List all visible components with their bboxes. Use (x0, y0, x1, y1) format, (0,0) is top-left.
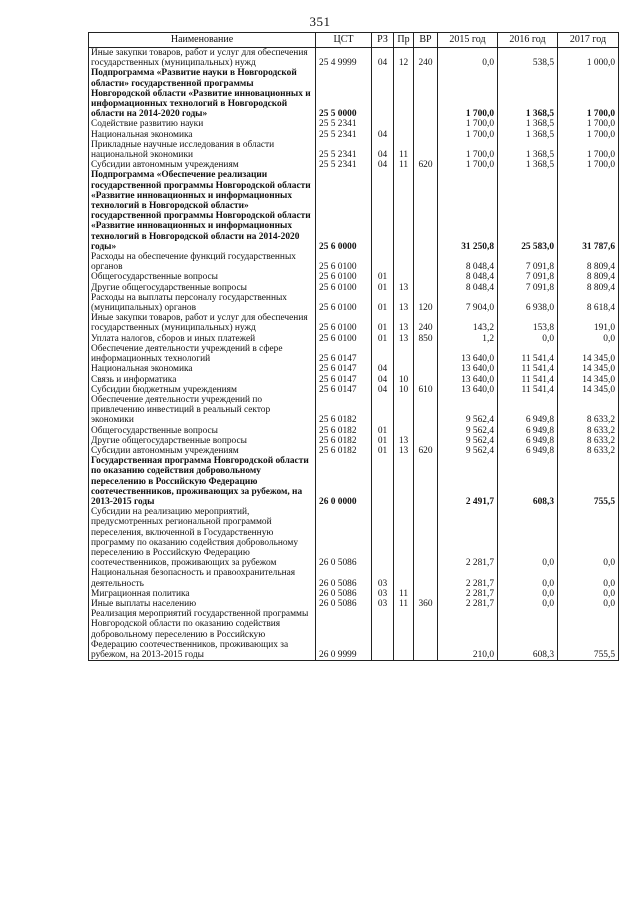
table-cell-2016: 1 368,5 (498, 140, 558, 160)
table-cell-2017: 8 633,2 (558, 426, 619, 436)
table-cell-vr (414, 272, 438, 282)
table-cell-2015: 1 700,0 (438, 130, 498, 140)
table-cell-pr (394, 272, 414, 282)
table-cell-pr: 12 (394, 48, 414, 69)
table-cell-pr: 11 (394, 599, 414, 609)
table-cell-rz: 01 (372, 436, 394, 446)
table-row (89, 313, 619, 333)
table-row (89, 436, 619, 446)
table-cell-rz: 03 (372, 599, 394, 609)
table-row (89, 599, 619, 609)
header-pr: Пр (394, 33, 414, 48)
table-cell-2016: 6 949,8 (498, 446, 558, 456)
table-row (89, 344, 619, 364)
table-cell-2016: 0,0 (498, 589, 558, 599)
table-cell-cst: 26 0 5086 (316, 589, 372, 599)
table-row (89, 589, 619, 599)
table-cell-2017: 8 633,2 (558, 436, 619, 446)
table-cell-pr: 11 (394, 160, 414, 170)
budget-table (88, 32, 619, 661)
table-cell-2016: 0,0 (498, 599, 558, 609)
table-cell-vr: 240 (414, 313, 438, 333)
table-cell-name: Субсидии на реализацию мероприятий, предусмотренных региональной программой переселения, включенной в Государственную программу по оказанию содействия добровольному переселению в Российскую Федерацию соотечественников, проживающих за рубежом (89, 507, 316, 568)
table-row (89, 507, 619, 568)
table-cell-2015: 9 562,4 (438, 436, 498, 446)
table-row (89, 609, 619, 661)
table-cell-rz: 01 (372, 313, 394, 333)
table-cell-rz: 04 (372, 140, 394, 160)
table-row (89, 385, 619, 395)
table-row (89, 364, 619, 374)
table-cell-pr (394, 130, 414, 140)
table-cell-cst: 25 6 0182 (316, 426, 372, 436)
table-row (89, 119, 619, 129)
table-cell-pr (394, 395, 414, 426)
table-cell-name: Связь и информатика (89, 375, 316, 385)
table-cell-rz: 04 (372, 130, 394, 140)
table-cell-2017: 1 000,0 (558, 48, 619, 69)
table-cell-2017: 755,5 (558, 456, 619, 507)
table-cell-vr (414, 568, 438, 588)
table-cell-rz: 01 (372, 426, 394, 436)
table-cell-name: Общегосударственные вопросы (89, 426, 316, 436)
table-cell-name: Расходы на выплаты персоналу государственных (муниципальных) органов (89, 293, 316, 313)
table-cell-2016: 6 949,8 (498, 436, 558, 446)
table-cell-pr: 13 (394, 283, 414, 293)
table-cell-2017: 1 700,0 (558, 130, 619, 140)
table-cell-name: Иные выплаты населению (89, 599, 316, 609)
table-cell-rz: 04 (372, 385, 394, 395)
table-cell-cst: 25 6 0100 (316, 313, 372, 333)
table-cell-2016: 1 368,5 (498, 130, 558, 140)
table-cell-cst: 25 4 9999 (316, 48, 372, 69)
table-cell-pr (394, 252, 414, 272)
table-cell-2015: 8 048,4 (438, 283, 498, 293)
table-cell-2016: 0,0 (498, 568, 558, 588)
table-cell-vr (414, 344, 438, 364)
table-cell-rz (372, 68, 394, 119)
table-row (89, 426, 619, 436)
table-cell-2017: 1 700,0 (558, 119, 619, 129)
table-cell-2017: 1 700,0 (558, 68, 619, 119)
table-cell-vr (414, 119, 438, 129)
table-row (89, 395, 619, 426)
table-header-row (89, 33, 619, 48)
table-cell-pr (394, 568, 414, 588)
table-cell-vr (414, 364, 438, 374)
table-cell-cst: 25 5 0000 (316, 68, 372, 119)
table-cell-vr: 620 (414, 446, 438, 456)
table-cell-name: Подпрограмма «Обеспечение реализации государственной программы Новгородской области «Развитие инновационных и информационных технологий в Новгородской области» государственной программы Новгородской области «Развитие инновационных и информационных технологий в Новгородской области на 2014-2020 годы» (89, 170, 316, 252)
table-cell-pr: 10 (394, 375, 414, 385)
table-cell-pr: 13 (394, 446, 414, 456)
table-cell-rz (372, 252, 394, 272)
table-cell-name: Национальная экономика (89, 130, 316, 140)
table-cell-2016: 25 583,0 (498, 170, 558, 252)
table-cell-name: Прикладные научные исследования в области национальной экономики (89, 140, 316, 160)
table-cell-cst: 25 6 0100 (316, 283, 372, 293)
table-row (89, 68, 619, 119)
table-cell-cst: 26 0 5086 (316, 599, 372, 609)
table-cell-vr (414, 436, 438, 446)
table-cell-vr (414, 507, 438, 568)
table-cell-name: Обеспечение деятельности учреждений в сфере информационных технологий (89, 344, 316, 364)
table-cell-pr: 11 (394, 140, 414, 160)
table-cell-2016: 11 541,4 (498, 375, 558, 385)
table-cell-pr (394, 119, 414, 129)
table-cell-rz: 04 (372, 48, 394, 69)
table-cell-cst: 25 6 0182 (316, 395, 372, 426)
table-cell-2015: 9 562,4 (438, 395, 498, 426)
table-cell-rz (372, 344, 394, 364)
table-cell-2016: 0,0 (498, 334, 558, 344)
table-cell-2016: 11 541,4 (498, 364, 558, 374)
table-cell-2016: 11 541,4 (498, 344, 558, 364)
table-row (89, 272, 619, 282)
table-cell-2016: 153,8 (498, 313, 558, 333)
table-cell-rz: 04 (372, 375, 394, 385)
table-cell-cst: 25 5 2341 (316, 119, 372, 129)
table-cell-2017: 0,0 (558, 334, 619, 344)
table-cell-2016: 608,3 (498, 456, 558, 507)
table-cell-2015: 2 281,7 (438, 568, 498, 588)
table-cell-2015: 1 700,0 (438, 68, 498, 119)
table-cell-name: Государственная программа Новгородской области по оказанию содействия добровольному переселению в Российскую Федерацию соотечественников, проживающих за рубежом, на 2013-2015 годы (89, 456, 316, 507)
table-cell-vr: 610 (414, 385, 438, 395)
table-row (89, 48, 619, 69)
table-cell-name: Общегосударственные вопросы (89, 272, 316, 282)
page-number: 351 (309, 14, 331, 29)
table-cell-2015: 8 048,4 (438, 252, 498, 272)
table-cell-pr: 10 (394, 385, 414, 395)
table-cell-vr: 120 (414, 293, 438, 313)
table-row (89, 456, 619, 507)
table-cell-2015: 2 281,7 (438, 599, 498, 609)
table-cell-vr: 850 (414, 334, 438, 344)
table-cell-vr (414, 395, 438, 426)
table-cell-2016: 0,0 (498, 507, 558, 568)
table-cell-name: Подпрограмма «Развитие науки в Новгородской области» государственной программы Новгородской области «Развитие инновационных и информационных технологий в Новгородской области на 2014-2020 годы» (89, 68, 316, 119)
table-cell-2015: 9 562,4 (438, 426, 498, 436)
table-cell-pr (394, 456, 414, 507)
table-cell-2017: 8 618,4 (558, 293, 619, 313)
table-cell-2017: 8 809,4 (558, 272, 619, 282)
table-cell-2017: 1 700,0 (558, 140, 619, 160)
table-cell-name: Миграционная политика (89, 589, 316, 599)
table-cell-name: Другие общегосударственные вопросы (89, 436, 316, 446)
table-cell-vr (414, 589, 438, 599)
table-row (89, 293, 619, 313)
table-cell-2017: 755,5 (558, 609, 619, 661)
table-cell-2017: 0,0 (558, 568, 619, 588)
table-cell-vr (414, 140, 438, 160)
table-cell-2015: 2 491,7 (438, 456, 498, 507)
table-cell-2017: 8 633,2 (558, 395, 619, 426)
table-cell-2017: 0,0 (558, 507, 619, 568)
table-cell-vr (414, 252, 438, 272)
header-name: Наименование (89, 33, 316, 48)
table-cell-name: Иные закупки товаров, работ и услуг для обеспечения государственных (муниципальных) нужд (89, 48, 316, 69)
table-cell-2016: 538,5 (498, 48, 558, 69)
table-row (89, 130, 619, 140)
table-cell-name: Иные закупки товаров, работ и услуг для обеспечения государственных (муниципальных) нужд (89, 313, 316, 333)
table-cell-rz (372, 395, 394, 426)
table-cell-vr (414, 426, 438, 436)
table-cell-cst: 25 6 0182 (316, 436, 372, 446)
table-cell-2016: 7 091,8 (498, 272, 558, 282)
table-cell-2016: 1 368,5 (498, 68, 558, 119)
header-year-2017: 2017 год (558, 33, 619, 48)
table-cell-rz (372, 170, 394, 252)
table-cell-2015: 8 048,4 (438, 272, 498, 282)
table-cell-name: Субсидии автономным учреждениям (89, 160, 316, 170)
table-cell-2015: 2 281,7 (438, 589, 498, 599)
table-cell-2017: 0,0 (558, 589, 619, 599)
table-cell-vr: 240 (414, 48, 438, 69)
table-cell-2015: 13 640,0 (438, 344, 498, 364)
table-cell-cst: 25 6 0100 (316, 272, 372, 282)
table-cell-name: Субсидии бюджетным учреждениям (89, 385, 316, 395)
header-year-2016: 2016 год (498, 33, 558, 48)
table-cell-pr (394, 68, 414, 119)
table-cell-pr: 13 (394, 334, 414, 344)
table-cell-cst: 25 5 2341 (316, 160, 372, 170)
table-cell-cst: 25 6 0147 (316, 344, 372, 364)
table-cell-2015: 1 700,0 (438, 140, 498, 160)
table-cell-2016: 7 091,8 (498, 283, 558, 293)
table-cell-name: Национальная безопасность и правоохранительная деятельность (89, 568, 316, 588)
table-cell-vr (414, 130, 438, 140)
table-cell-vr (414, 456, 438, 507)
table-cell-2016: 608,3 (498, 609, 558, 661)
table-cell-cst: 25 5 2341 (316, 130, 372, 140)
table-cell-name: Обеспечение деятельности учреждений по привлечению инвестиций в реальный сектор экономики (89, 395, 316, 426)
table-cell-2016: 1 368,5 (498, 119, 558, 129)
table-cell-name: Национальная экономика (89, 364, 316, 374)
table-row (89, 334, 619, 344)
table-cell-pr (394, 364, 414, 374)
table-cell-2015: 13 640,0 (438, 385, 498, 395)
table-cell-rz: 03 (372, 568, 394, 588)
table-cell-cst: 25 6 0100 (316, 334, 372, 344)
table-cell-rz (372, 456, 394, 507)
table-cell-name: Содействие развитию науки (89, 119, 316, 129)
table-cell-vr (414, 170, 438, 252)
table-cell-2017: 31 787,6 (558, 170, 619, 252)
table-cell-cst: 26 0 5086 (316, 568, 372, 588)
table-cell-name: Расходы на обеспечение функций государственных органов (89, 252, 316, 272)
table-row (89, 140, 619, 160)
table-cell-cst: 26 0 0000 (316, 456, 372, 507)
table-cell-cst: 25 6 0000 (316, 170, 372, 252)
table-cell-2016: 11 541,4 (498, 385, 558, 395)
table-row (89, 160, 619, 170)
table-cell-pr: 13 (394, 436, 414, 446)
table-row (89, 283, 619, 293)
table-body (89, 48, 619, 661)
table-cell-2017: 191,0 (558, 313, 619, 333)
table-cell-name: Реализация мероприятий государственной программы Новгородской области по оказанию содействия добровольному переселению в Российскую Федерацию соотечественников, проживающих за рубежом, на 2013-2015 годы (89, 609, 316, 661)
table-cell-2015: 1 700,0 (438, 160, 498, 170)
table-cell-cst: 25 6 0100 (316, 252, 372, 272)
table-cell-pr (394, 170, 414, 252)
table-cell-2017: 14 345,0 (558, 375, 619, 385)
table-cell-2017: 0,0 (558, 599, 619, 609)
table-cell-2017: 8 633,2 (558, 446, 619, 456)
table-cell-2016: 1 368,5 (498, 160, 558, 170)
table-cell-2016: 6 938,0 (498, 293, 558, 313)
table-row (89, 252, 619, 272)
table-cell-pr: 13 (394, 293, 414, 313)
table-cell-2015: 9 562,4 (438, 446, 498, 456)
table-cell-2015: 0,0 (438, 48, 498, 69)
table-cell-vr: 360 (414, 599, 438, 609)
table-cell-2016: 6 949,8 (498, 395, 558, 426)
table-cell-cst: 26 0 9999 (316, 609, 372, 661)
table-cell-2015: 1 700,0 (438, 119, 498, 129)
table-cell-rz (372, 507, 394, 568)
header-cst: ЦСТ (316, 33, 372, 48)
table-cell-cst: 25 6 0147 (316, 364, 372, 374)
table-cell-vr (414, 375, 438, 385)
table-cell-rz: 01 (372, 446, 394, 456)
table-cell-2015: 143,2 (438, 313, 498, 333)
table-cell-2015: 210,0 (438, 609, 498, 661)
table-cell-vr (414, 68, 438, 119)
table-cell-2017: 14 345,0 (558, 344, 619, 364)
table-cell-cst: 25 6 0182 (316, 446, 372, 456)
table-cell-pr (394, 426, 414, 436)
table-cell-rz: 03 (372, 589, 394, 599)
table-cell-cst: 25 6 0100 (316, 293, 372, 313)
table-cell-name: Субсидии автономным учреждениям (89, 446, 316, 456)
table-cell-rz: 01 (372, 272, 394, 282)
table-cell-vr (414, 283, 438, 293)
header-rz: РЗ (372, 33, 394, 48)
table-cell-cst: 25 6 0147 (316, 385, 372, 395)
header-vr: ВР (414, 33, 438, 48)
table-cell-pr: 13 (394, 313, 414, 333)
table-cell-rz: 01 (372, 334, 394, 344)
table-cell-rz (372, 119, 394, 129)
table-cell-vr: 620 (414, 160, 438, 170)
table-row (89, 170, 619, 252)
table-cell-cst: 25 5 2341 (316, 140, 372, 160)
table-cell-2017: 8 809,4 (558, 252, 619, 272)
table-cell-2015: 13 640,0 (438, 375, 498, 385)
table-cell-pr (394, 609, 414, 661)
table-cell-rz: 04 (372, 160, 394, 170)
table-cell-rz: 01 (372, 283, 394, 293)
table-cell-rz (372, 609, 394, 661)
table-cell-2015: 7 904,0 (438, 293, 498, 313)
table-cell-2015: 31 250,8 (438, 170, 498, 252)
table-cell-2017: 8 809,4 (558, 283, 619, 293)
table-row (89, 446, 619, 456)
table-cell-2015: 13 640,0 (438, 364, 498, 374)
table-cell-pr: 11 (394, 589, 414, 599)
table-cell-vr (414, 609, 438, 661)
table-cell-2016: 6 949,8 (498, 426, 558, 436)
table-cell-cst: 26 0 5086 (316, 507, 372, 568)
table-cell-pr (394, 507, 414, 568)
table-cell-2017: 1 700,0 (558, 160, 619, 170)
table-cell-name: Другие общегосударственные вопросы (89, 283, 316, 293)
table-cell-2017: 14 345,0 (558, 385, 619, 395)
table-cell-2015: 2 281,7 (438, 507, 498, 568)
table-row (89, 568, 619, 588)
header-year-2015: 2015 год (438, 33, 498, 48)
table-cell-rz: 04 (372, 364, 394, 374)
table-cell-2015: 1,2 (438, 334, 498, 344)
table-cell-2017: 14 345,0 (558, 364, 619, 374)
table-cell-rz: 01 (372, 293, 394, 313)
table-cell-name: Уплата налогов, сборов и иных платежей (89, 334, 316, 344)
table-cell-cst: 25 6 0147 (316, 375, 372, 385)
table-cell-pr (394, 344, 414, 364)
table-cell-2016: 7 091,8 (498, 252, 558, 272)
table-row (89, 375, 619, 385)
